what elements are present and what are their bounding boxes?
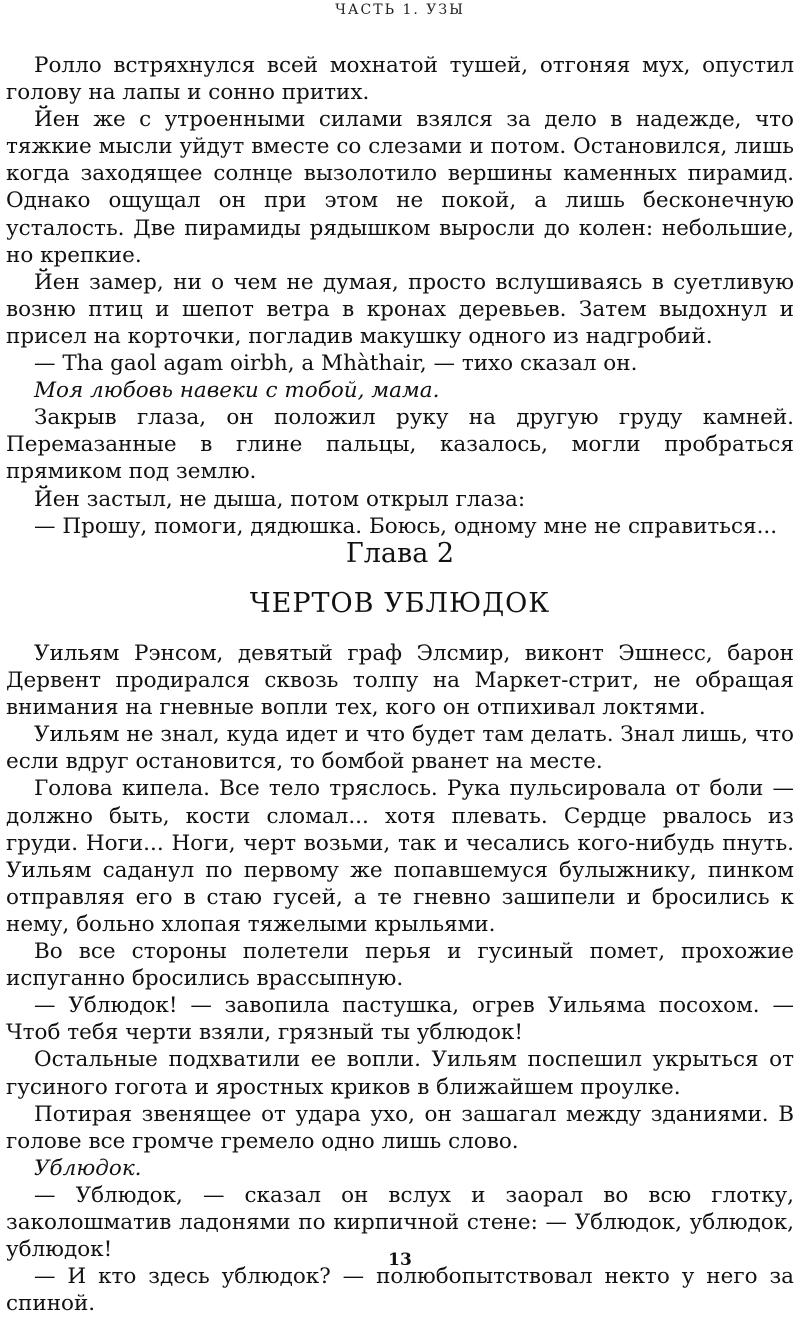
paragraph: — Ублюдок! — завопила пастушка, огрев Уильяма посохом. — Чтоб тебя черти взяли, грязный ты ублюдок! (6, 993, 794, 1046)
page-number: 13 (388, 1250, 412, 1270)
italic-paragraph: Ублюдок. (34, 1155, 142, 1181)
paragraph: Уильям Рэнсом, девятый граф Элсмир, виконт Эшнесс, барон Дервент продирался сквозь толпу на Маркет-стрит, не обращая внимания на гневные вопли тех, кого он отпихивал локтями. (6, 641, 794, 721)
paragraph: — Tha gaol agam oirbh, a Mhàthair, — тихо сказал он. (34, 351, 638, 377)
paragraph: Йен же с утроенными силами взялся за дело в надежде, что тяжкие мысли уйдут вместе со слезами и потом. Остановился, лишь когда заходящее солнце вызолотило вершины каменных пирамид. Однако ощущал он при этом не покой, а лишь бесконечную усталость. Две пирамиды рядышком выросли до колен: небольшие, но крепкие. (6, 107, 794, 268)
paragraph: Голова кипела. Все тело тряслось. Рука пульсировала от боли — должно быть, кости сломал... хотя плевать. Сердце рвалось из груди. Ноги... Ноги, черт возьми, так и чесались кого-нибудь пнуть. Уильям саданул по первому же попавшемуся булыжнику, пинком отправляя его в стаю гусей, а те гневно зашипели и бросились к нему, больно хлопая тяжелыми крыльями. (6, 776, 794, 937)
paragraph: Ролло встряхнулся всей мохнатой тушей, отгоняя мух, опустил голову на лапы и сонно притих. (6, 53, 794, 106)
paragraph: — Прошу, помоги, дядюшка. Боюсь, одному мне не справиться... (34, 513, 778, 539)
paragraph: Йен замер, ни о чем не думая, просто вслушиваясь в суетливую возню птиц и шепот ветра в кронах деревьев. Затем выдохнул и присел на корточки, погладив макушку одного из надгробий. (6, 269, 794, 349)
chapter-2-text (6, 640, 794, 1317)
italic-paragraph: Моя любовь навеки с тобой, мама. (34, 378, 440, 404)
paragraph: — И кто здесь ублюдок? — полюбопытствовал некто у него за спиной. (6, 1264, 794, 1317)
paragraph: — Ублюдок, — сказал он вслух и заорал во всю глотку, заколошматив ладонями по кирпичной стене: — Ублюдок, ублюдок, ублюдок! (6, 1182, 794, 1263)
paragraph: Закрыв глаза, он положил руку на другую груду камней. Перемазанные в глине пальцы, казалось, могли пробраться прямиком под землю. (6, 405, 794, 485)
chapter-1-ending-text (6, 52, 794, 540)
paragraph: Потирая звенящее от удара ухо, он зашагал между зданиями. В голове все громче гремело одно лишь слово. (6, 1101, 794, 1154)
paragraph: Во все стороны полетели перья и гусиный помет, прохожие испуганно бросились врассыпную. (6, 939, 794, 992)
running-head: ЧАСТЬ 1. УЗЫ (335, 2, 465, 18)
paragraph: Йен застыл, не дыша, потом открыл глаза: (34, 486, 526, 512)
chapter-number: Глава 2 (345, 538, 455, 569)
chapter-title: ЧЕРТОВ УБЛЮДОК (249, 588, 551, 619)
paragraph: Остальные подхватили ее вопли. Уильям поспешил укрыться от гусиного гогота и яростных криков в ближайшем проулке. (6, 1047, 794, 1100)
paragraph: Уильям не знал, куда идет и что будет там делать. Знал лишь, что если вдруг остановится, то бомбой рванет на месте. (6, 722, 794, 775)
